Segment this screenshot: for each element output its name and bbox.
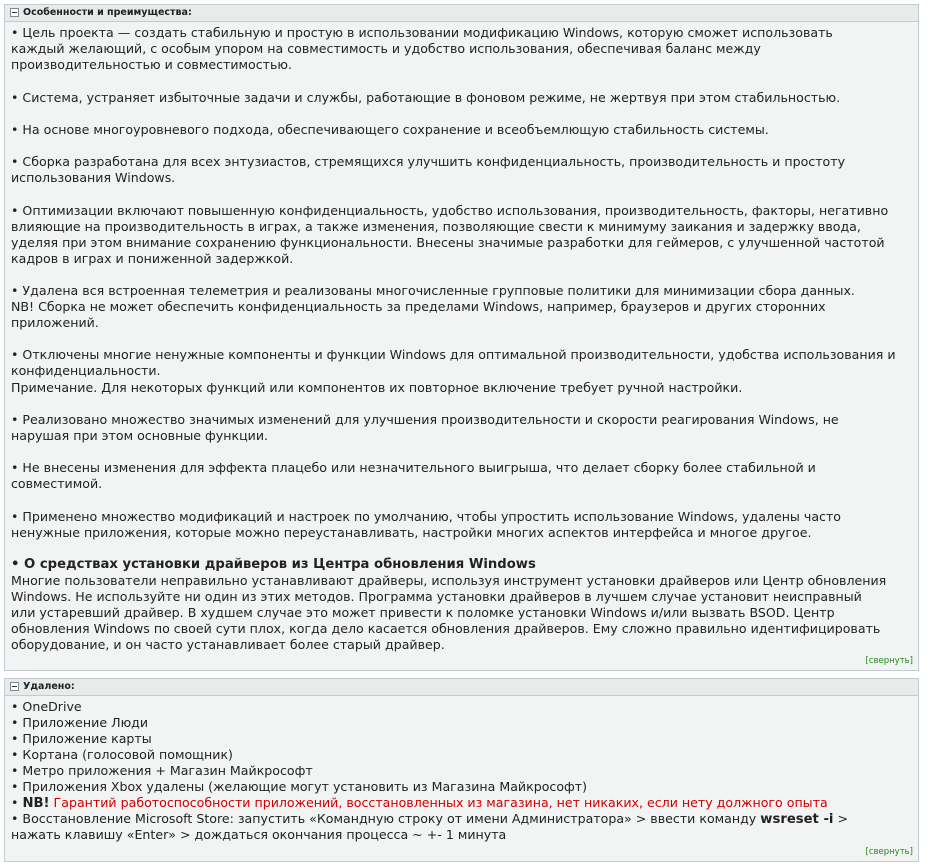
collapse-link[interactable]: [свернуть] <box>865 656 913 666</box>
collapse-toggle-icon[interactable] <box>10 8 19 17</box>
spoiler-removed <box>4 678 919 862</box>
nb-label: NB! <box>22 796 50 811</box>
list-item: • Кортана (голосовой помощник) <box>11 747 233 762</box>
spoiler-features <box>4 4 919 671</box>
nb-warning-text: Гарантий работоспособности приложений, восстановленных из магазина, нет никаких, если нету должного опыта <box>49 795 828 810</box>
list-item: • Метро приложения + Магазин Майкрософт <box>11 763 313 778</box>
collapse-link-label[interactable]: свернуть <box>868 847 910 857</box>
text-line: обновления Windows по своей сути плох, когда дело касается обновления драйверов. Ему сложно правильно идентифицировать <box>11 621 881 636</box>
text-line: оборудование, и он часто устанавливает более старый драйвер. <box>11 637 445 652</box>
spoiler-title: Особенности и преимущества: <box>23 7 192 18</box>
spoiler-header-features[interactable] <box>5 5 918 22</box>
list-item: • Приложения Xbox удалены (желающие могут установить из Магазина Майкрософт) <box>11 779 588 794</box>
restore-command: wsreset -i <box>760 812 834 827</box>
text-line: • Реализовано множество значимых изменений для улучшения производительности и скорости реагирования Windows, не <box>11 412 839 427</box>
text-line: Примечание. Для некоторых функций или компонентов их повторное включение требует ручной настройки. <box>11 380 743 395</box>
list-item: • OneDrive <box>11 699 82 714</box>
text-line: производительностью и совместимостью. <box>11 57 293 72</box>
text-line: • Удалена вся встроенная телеметрия и реализованы многочисленные групповые политики для минимизации сбора данных. <box>11 283 855 298</box>
text-line: использования Windows. <box>11 170 176 185</box>
collapse-link[interactable]: [свернуть] <box>865 847 913 857</box>
text-line: • Цель проекта — создать стабильную и простую в использовании модификацию Windows, которую сможет использовать <box>11 25 833 40</box>
restore-line <box>11 811 848 828</box>
collapse-toggle-icon[interactable] <box>10 682 19 691</box>
text-line: • Не внесены изменения для эффекта плацебо или незначительного выигрыша, что делает сборку более стабильной и <box>11 460 816 475</box>
text-line: • Оптимизации включают повышенную конфиденциальность, удобство использования, производительность, факторы, негативно <box>11 203 889 218</box>
text-line: уделяя при этом внимание сохранению функциональности. Внесены значимые разработки для геймеров, с улучшенной частотой <box>11 235 885 250</box>
text-line: • Система, устраняет избыточные задачи и службы, работающие в фоновом режиме, не жертвуя при этом стабильностью. <box>11 90 841 105</box>
spoiler-title: Удалено: <box>23 681 75 692</box>
restore-line-2: нажать клавишу «Enter» > дождаться окончания процесса ~ +- 1 минута <box>11 827 507 842</box>
section-heading-drivers: • О средствах установки драйверов из Центра обновления Windows <box>11 557 536 572</box>
spoiler-header-removed[interactable] <box>5 679 918 696</box>
text-line: ненужные приложения, которые можно переустанавливать, настройки многих аспектов интерфейса и многое другое. <box>11 525 812 540</box>
text-line: кадров в играх и пониженной задержкой. <box>11 251 294 266</box>
text-line: каждый желающий, с особым упором на совместимость и удобство использования, обеспечивая баланс между <box>11 41 761 56</box>
text-line: • На основе многоуровневого подхода, обеспечивающего сохранение и всеобъемлющую стабильность системы. <box>11 122 769 137</box>
text-line: нарушая при этом основные функции. <box>11 428 269 443</box>
text-line: NB! Сборка не может обеспечить конфиденциальность за пределами Windows, например, браузеров и других сторонних <box>11 299 826 314</box>
text-line: влияющие на производительность в играх, а также изменения, позволяющие свести к минимуму заикания и задержку ввода, <box>11 219 861 234</box>
warning-line <box>11 795 828 812</box>
list-item: • Приложение Люди <box>11 715 149 730</box>
collapse-link-label[interactable]: свернуть <box>868 656 910 666</box>
restore-text-end: > <box>833 811 849 826</box>
text-line: Многие пользователи неправильно устанавливают драйверы, используя инструмент установки драйверов или Центр обновления <box>11 573 887 588</box>
text-line: Windows. Не используйте ни один из этих методов. Программа установки драйверов в лучшем случае установит неисправный <box>11 589 862 604</box>
text-line: • Сборка разработана для всех энтузиастов, стремящихся улучшить конфиденциальность, производительность и простоту <box>11 154 846 169</box>
text-line: • Отключены многие ненужные компоненты и функции Windows для оптимальной производительности, удобства использования и <box>11 347 896 362</box>
nb-bullet: • <box>11 795 23 810</box>
text-line: совместимой. <box>11 476 103 491</box>
text-line: приложений. <box>11 315 99 330</box>
restore-text: • Восстановление Microsoft Store: запустить «Командную строку от имени Администратора» > ввести команду <box>11 811 761 826</box>
text-line: или устаревший драйвер. В худшем случае это может привести к поломке установки Windows и/или вызвать BSOD. Центр <box>11 605 835 620</box>
text-line: конфиденциальности. <box>11 363 161 378</box>
list-item: • Приложение карты <box>11 731 152 746</box>
text-line: • Применено множество модификаций и настроек по умолчанию, чтобы упростить использование Windows, удалены часто <box>11 509 842 524</box>
